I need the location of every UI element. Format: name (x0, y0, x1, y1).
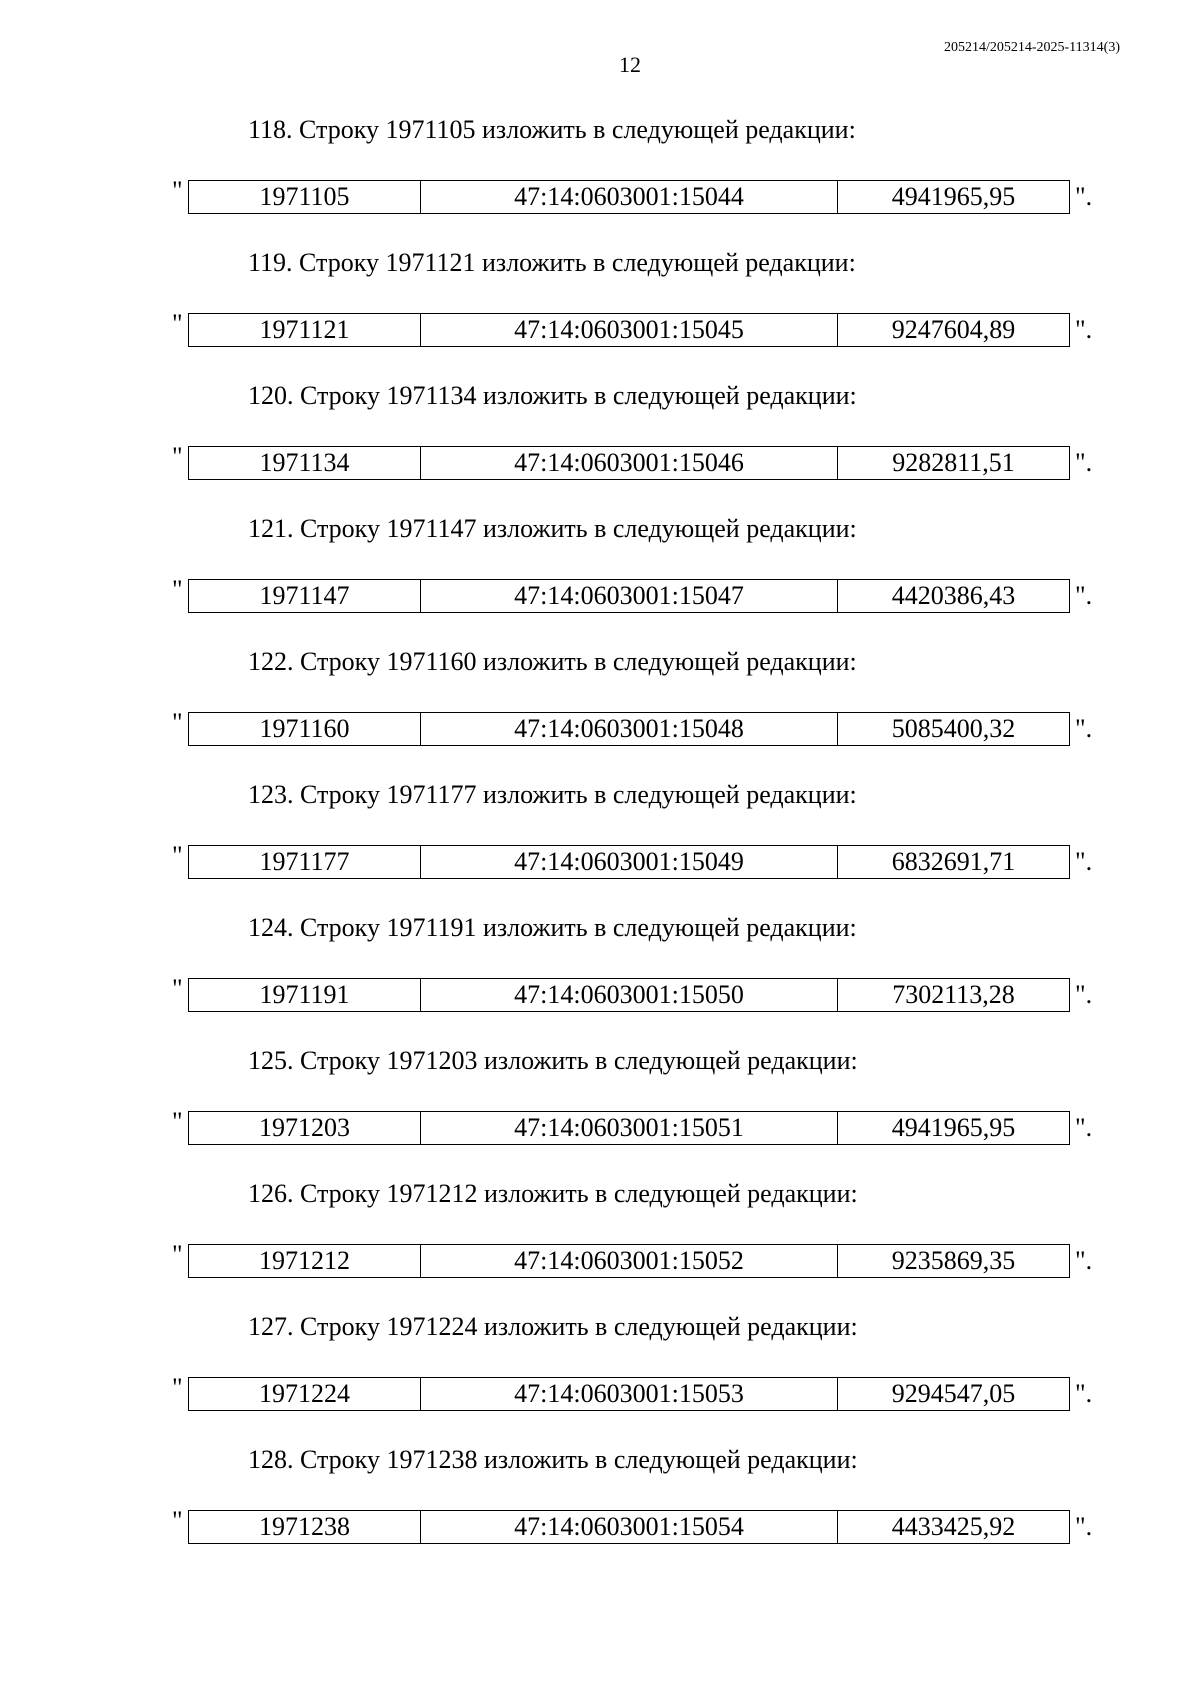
opening-quote: " (172, 708, 183, 737)
opening-quote: " (172, 841, 183, 870)
closing-quote: ". (1075, 1246, 1093, 1275)
amendment-heading: 126. Строку 1971212 изложить в следующей редакции: (248, 1179, 858, 1208)
row-code-cell: 1971147 (189, 580, 421, 613)
closing-quote: ". (1075, 315, 1093, 344)
opening-quote: " (172, 176, 183, 205)
opening-quote: " (172, 442, 183, 471)
cadastral-value-cell: 5085400,32 (838, 713, 1070, 746)
table-row (189, 713, 1070, 746)
row-table (188, 313, 1070, 347)
amendment-entry (0, 644, 1200, 777)
row-table (188, 446, 1070, 480)
cadastral-number-cell: 47:14:0603001:15053 (421, 1378, 838, 1411)
row-code-cell: 1971212 (189, 1245, 421, 1278)
amendment-entry (0, 777, 1200, 910)
cadastral-value-cell: 9235869,35 (838, 1245, 1070, 1278)
cadastral-value-cell: 9294547,05 (838, 1378, 1070, 1411)
amendment-row (172, 176, 1100, 214)
row-code-cell: 1971177 (189, 846, 421, 879)
cadastral-number-cell: 47:14:0603001:15045 (421, 314, 838, 347)
amendment-heading: 120. Строку 1971134 изложить в следующей редакции: (248, 381, 857, 410)
page-number: 12 (619, 52, 641, 77)
amendment-row (172, 442, 1100, 480)
amendment-row (172, 1107, 1100, 1145)
amendment-entry (0, 1176, 1200, 1309)
closing-quote: ". (1075, 581, 1093, 610)
amendment-row (172, 841, 1100, 879)
amendment-heading: 123. Строку 1971177 изложить в следующей редакции: (248, 780, 857, 809)
amendment-heading: 118. Строку 1971105 изложить в следующей редакции: (248, 115, 856, 144)
row-code-cell: 1971224 (189, 1378, 421, 1411)
cadastral-number-cell: 47:14:0603001:15048 (421, 713, 838, 746)
amendment-entry (0, 511, 1200, 644)
row-table (188, 180, 1070, 214)
amendment-row (172, 1373, 1100, 1411)
row-table (188, 1111, 1070, 1145)
cadastral-number-cell: 47:14:0603001:15054 (421, 1511, 838, 1544)
cadastral-value-cell: 4941965,95 (838, 181, 1070, 214)
amendment-heading: 125. Строку 1971203 изложить в следующей редакции: (248, 1046, 858, 1075)
amendment-row (172, 708, 1100, 746)
closing-quote: ". (1075, 980, 1093, 1009)
table-row (189, 181, 1070, 214)
amendment-heading: 121. Строку 1971147 изложить в следующей редакции: (248, 514, 857, 543)
cadastral-value-cell: 6832691,71 (838, 846, 1070, 879)
table-row (189, 979, 1070, 1012)
amendment-entry (0, 1442, 1200, 1575)
table-row (189, 314, 1070, 347)
table-row (189, 1378, 1070, 1411)
closing-quote: ". (1075, 1379, 1093, 1408)
row-table (188, 845, 1070, 879)
cadastral-number-cell: 47:14:0603001:15049 (421, 846, 838, 879)
row-table (188, 1510, 1070, 1544)
opening-quote: " (172, 1107, 183, 1136)
amendment-heading: 122. Строку 1971160 изложить в следующей редакции: (248, 647, 857, 676)
table-row (189, 1511, 1070, 1544)
cadastral-value-cell: 4941965,95 (838, 1112, 1070, 1145)
amendment-entry (0, 910, 1200, 1043)
cadastral-number-cell: 47:14:0603001:15046 (421, 447, 838, 480)
row-table (188, 1377, 1070, 1411)
table-row (189, 846, 1070, 879)
amendment-heading: 119. Строку 1971121 изложить в следующей редакции: (248, 248, 856, 277)
closing-quote: ". (1075, 182, 1093, 211)
amendment-row (172, 1240, 1100, 1278)
row-code-cell: 1971121 (189, 314, 421, 347)
amendment-heading: 124. Строку 1971191 изложить в следующей редакции: (248, 913, 857, 942)
cadastral-value-cell: 9247604,89 (838, 314, 1070, 347)
row-code-cell: 1971238 (189, 1511, 421, 1544)
row-code-cell: 1971203 (189, 1112, 421, 1145)
amendment-entry (0, 378, 1200, 511)
cadastral-value-cell: 4420386,43 (838, 580, 1070, 613)
opening-quote: " (172, 1506, 183, 1535)
row-code-cell: 1971105 (189, 181, 421, 214)
table-row (189, 1245, 1070, 1278)
opening-quote: " (172, 1373, 183, 1402)
cadastral-number-cell: 47:14:0603001:15044 (421, 181, 838, 214)
opening-quote: " (172, 575, 183, 604)
document-id: 205214/205214-2025-11314(3) (943, 40, 1120, 55)
row-code-cell: 1971191 (189, 979, 421, 1012)
table-row (189, 1112, 1070, 1145)
row-table (188, 712, 1070, 746)
row-code-cell: 1971134 (189, 447, 421, 480)
cadastral-number-cell: 47:14:0603001:15050 (421, 979, 838, 1012)
cadastral-number-cell: 47:14:0603001:15051 (421, 1112, 838, 1145)
amendment-entry (0, 112, 1200, 245)
table-row (189, 580, 1070, 613)
amendment-entry (0, 1309, 1200, 1442)
cadastral-number-cell: 47:14:0603001:15047 (421, 580, 838, 613)
cadastral-value-cell: 7302113,28 (838, 979, 1070, 1012)
cadastral-value-cell: 4433425,92 (838, 1511, 1070, 1544)
opening-quote: " (172, 974, 183, 1003)
row-table (188, 1244, 1070, 1278)
cadastral-number-cell: 47:14:0603001:15052 (421, 1245, 838, 1278)
amendment-row (172, 309, 1100, 347)
amendment-heading: 127. Строку 1971224 изложить в следующей редакции: (248, 1312, 858, 1341)
opening-quote: " (172, 1240, 183, 1269)
closing-quote: ". (1075, 847, 1093, 876)
closing-quote: ". (1075, 1512, 1093, 1541)
amendment-heading: 128. Строку 1971238 изложить в следующей редакции: (248, 1445, 858, 1474)
cadastral-value-cell: 9282811,51 (838, 447, 1070, 480)
amendment-list (0, 112, 1200, 1575)
amendment-entry (0, 1043, 1200, 1176)
row-code-cell: 1971160 (189, 713, 421, 746)
closing-quote: ". (1075, 714, 1093, 743)
closing-quote: ". (1075, 448, 1093, 477)
table-row (189, 447, 1070, 480)
row-table (188, 579, 1070, 613)
amendment-entry (0, 245, 1200, 378)
opening-quote: " (172, 309, 183, 338)
closing-quote: ". (1075, 1113, 1093, 1142)
amendment-row (172, 1506, 1100, 1544)
amendment-row (172, 575, 1100, 613)
amendment-row (172, 974, 1100, 1012)
row-table (188, 978, 1070, 1012)
